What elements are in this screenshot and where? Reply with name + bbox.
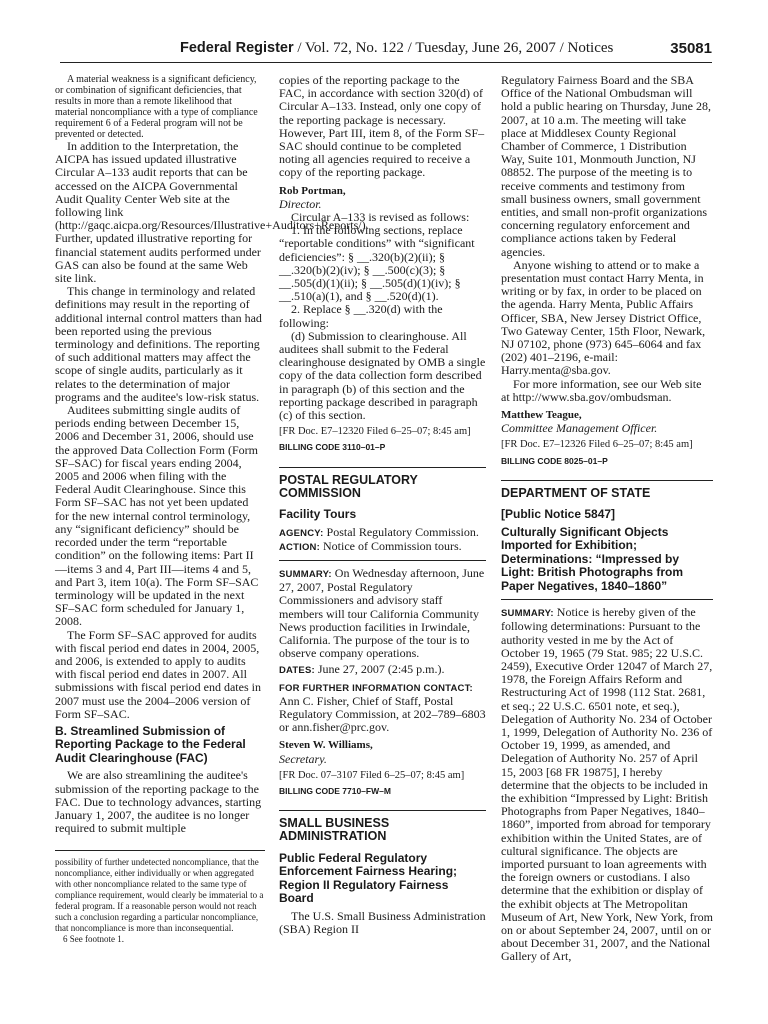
signer-name: Rob Portman, bbox=[279, 184, 346, 197]
fr-doc-line: [FR Doc. E7–12320 Filed 6–25–07; 8:45 am] bbox=[279, 426, 471, 438]
section-heading: B. Streamlined Submission of Reporting Package to the Federal Audit Clearinghouse (FAC) bbox=[55, 723, 246, 765]
notice-subject: Culturally Significant Objects Imported for Exhibition; Determinations: “Impressed by Light: British Photographs from Paper Negatives, 1840–1860” bbox=[501, 524, 683, 593]
paragraph: 2. Replace § __.320(d) with the following: bbox=[279, 302, 443, 330]
divider bbox=[279, 560, 486, 561]
paragraph: We are also streamlining the auditee's submission of the reporting package to the FAC. Due to technology advances, starting January 1, 2007, the auditee is no longer required to submit multiple bbox=[55, 768, 262, 836]
signer-name: Steven W. Williams, bbox=[279, 739, 373, 752]
notice-subject: Facility Tours bbox=[279, 507, 357, 522]
signer-title: Committee Management Officer. bbox=[501, 421, 658, 436]
paragraph: copies of the reporting package to the FAC, in accordance with section 320(d) of Circular A–133. Instead, only one copy of the reporting package is necessary. However, Part III, item 8, of the Form SF–SAC should continue to be completed noting all agencies required to receive a copy of the reporting package. bbox=[279, 73, 485, 180]
agency-line: AGENCY: Postal Regulatory Commission. bbox=[279, 524, 479, 539]
summary-paragraph: SUMMARY: Notice is hereby given of the following determinations: Pursuant to the authority vested in me by the Act of October 19, 1965 (79 Stat. 985; 22 U.S.C. 2459), Executive Order 12047 of March 27, 1978, the Foreign Affairs Reform and Restructuring Act of 1998 (112 Stat. 2681, et seq.; 22 U.S.C. 6501 note, et seq.), Delegation of Authority No. 234 of October 1, 1999, Delegation of Authority No. 236 of October 19, 1999, as amended, and Delegation of Authority No. 257 of April 15, 2003 [68 FR 19875], I hereby determine that the objects to be included in the exhibition “Impressed by Light: British Photographs from Paper Negatives, 1840–1860”, imported from abroad for temporary exhibition within the United States, are of cultural significance. The objects are imported pursuant to loan agreements with the foreign owners or custodians. I also determine that the exhibition or display of the exhibit objects at The Metropolitan Museum of Art, New York, New York, from on or about September 24, 2007, until on or about December 31, 2007, and the National Gallery of Art, bbox=[501, 605, 714, 964]
paragraph: Regulatory Fairness Board and the SBA Office of the National Ombudsman will hold a public hearing on Thursday, June 28, 2007, at 10 a.m. The meeting will take place at Middlesex County Regional Chamber of Commerce, 1 Distribution Way, Suite 101, Monmouth Junction, NJ 08852. The purpose of the meeting is to receive comments and testimony from small business owners, small government entities, and small non-profit organizations concerning regulatory enforcement and compliance actions taken by Federal agencies. bbox=[501, 73, 711, 259]
fr-doc-line: [FR Doc. 07–3107 Filed 6–25–07; 8:45 am] bbox=[279, 769, 465, 781]
column-2 bbox=[279, 74, 486, 936]
public-notice-number: [Public Notice 5847] bbox=[501, 507, 616, 522]
paragraph: Circular A–133 is revised as follows: bbox=[291, 210, 470, 225]
contact-paragraph: FOR FURTHER INFORMATION CONTACT: Ann C. Fisher, Chief of Staff, Postal Regulatory Commission, at 202–789–6803 or ann.fisher@prc.gov. bbox=[279, 682, 486, 735]
page-number: 35081 bbox=[670, 40, 712, 57]
notice-subject: Public Federal Regulatory Enforcement Fairness Hearing; Region II Regulatory Fairness Board bbox=[279, 850, 458, 906]
dates-line: DATES: June 27, 2007 (2:45 p.m.). bbox=[279, 662, 445, 677]
fr-doc-line: [FR Doc. E7–12326 Filed 6–25–07; 8:45 am] bbox=[501, 439, 693, 451]
paragraph: (d) Submission to clearinghouse. All auditees shall submit to the Federal clearinghouse designated by OMB a single copy of the data collection form described in paragraph (b) of this section and the reporting package described in paragraph (c) of this section. bbox=[279, 328, 486, 423]
paragraph: A material weakness is a significant deficiency, or combination of significant deficiencies, that results in more than a remote likelihood that material noncompliance with a type of compliance requirement 6 of a Federal program will not be prevented or detected. bbox=[55, 74, 258, 140]
header-title bbox=[180, 40, 613, 57]
column-3 bbox=[501, 74, 713, 964]
paragraph: This change in terminology and related definitions may result in the reporting of additional internal control matters than had been reported using the previous terminology and definitions. The reporting of such additional matters may affect the scope of single audits, particularly as it relates to the determination of major programs and the auditee's low-risk status. bbox=[55, 284, 262, 404]
signer-title: Secretary. bbox=[279, 751, 327, 766]
page-header bbox=[60, 40, 712, 63]
footnotes bbox=[55, 850, 265, 945]
paragraph: For more information, see our Web site at http://www.sba.gov/ombudsman. bbox=[501, 376, 702, 404]
paragraph: The U.S. Small Business Administration (SBA) Region II bbox=[279, 908, 486, 936]
publication-name: Federal Register bbox=[180, 40, 294, 56]
paragraph: In addition to the Interpretation, the AICPA has issued updated illustrative Circular A–133 audit reports that can be accessed on the AICPA Governmental Audit Quality Center Web site at the following link (http://gaqc.aicpa.org/Resources/Illustrative+Auditors+Reports/). Further, updated illustrative reporting for financial statement audits performed under GAS can also be found at the same Web site link. bbox=[55, 139, 369, 286]
signer-name: Matthew Teague, bbox=[501, 409, 582, 422]
divider bbox=[501, 599, 713, 600]
agency-heading: DEPARTMENT OF STATE bbox=[501, 480, 713, 500]
signer-title: Director. bbox=[279, 196, 322, 211]
issue-details: / Vol. 72, No. 122 / Tuesday, June 26, 2007 / Notices bbox=[293, 40, 614, 56]
action-line: ACTION: Notice of Commission tours. bbox=[279, 538, 462, 553]
paragraph: Anyone wishing to attend or to make a presentation must contact Harry Menta, in writing or by fax, in order to be placed on the agenda. Harry Menta, Public Affairs Officer, SBA, New Jersey District Office, Two Gateway Center, 15th Floor, Newark, NJ 07102, phone (973) 645–6064 and fax (202) 401–2196, e-mail: Harry.menta@sba.gov. bbox=[501, 257, 706, 378]
footnote-6: 6 See footnote 1. bbox=[63, 934, 124, 944]
footnote-continued: possibility of further undetected noncompliance, that the noncompliance, either individually or when aggregated with other noncompliance related to the same type of compliance requirement, would clearly be immaterial to a federal program. If a reasonable person would not reach such a conclusion regarding a particular noncompliance, that noncompliance is more than inconsequential. bbox=[55, 857, 264, 933]
paragraph: 1. In the following sections, replace “reportable conditions” with “significant deficiencies”: § __.320(b)(2)(ii); § __.320(b)(2)(iv); § __.500(c)(3); § __.505(d)(1)(ii); § __.505(d)(1)(iv); § __.510(a)(1), and § __.520(d)(1). bbox=[279, 223, 475, 304]
paragraph: Auditees submitting single audits of periods ending between December 15, 2006 and December 31, 2006, should use the approved Data Collection Form (Form SF–SAC) for fiscal years ending 2004, 2005 and 2006 when filing with the Federal Audit Clearinghouse. Since this Form SF–SAC has not yet been updated for the new internal control terminology, any “significant deficiency” should be recorded under the term “reportable condition” on the following items: Part II—items 3 and 4, Part III—items 4 and 5, and Part 3, item 10(a). The Form SF–SAC terminology will be updated in the next SF–SAC form scheduled for January 1, 2008. bbox=[55, 403, 259, 629]
summary-paragraph: SUMMARY: On Wednesday afternoon, June 27, 2007, Postal Regulatory Commissioners and advisory staff members will tour California Community News production facilities in Irwindale, California. The purpose of the tour is to observe company operations. bbox=[279, 566, 485, 661]
billing-code: BILLING CODE 7710–FW–M bbox=[279, 786, 391, 797]
agency-heading: POSTAL REGULATORY COMMISSION bbox=[279, 467, 486, 500]
billing-code: BILLING CODE 8025–01–P bbox=[501, 455, 608, 466]
agency-heading: SMALL BUSINESS ADMINISTRATION bbox=[279, 810, 486, 843]
billing-code: BILLING CODE 3110–01–P bbox=[279, 442, 386, 453]
paragraph: The Form SF–SAC approved for audits with fiscal period end dates in 2004, 2005, and 2006, is extended to apply to audits with fiscal period end dates in 2007. All submissions with fiscal period end dates in 2007 must use the 2004–2006 version of Form SF–SAC. bbox=[55, 627, 261, 721]
